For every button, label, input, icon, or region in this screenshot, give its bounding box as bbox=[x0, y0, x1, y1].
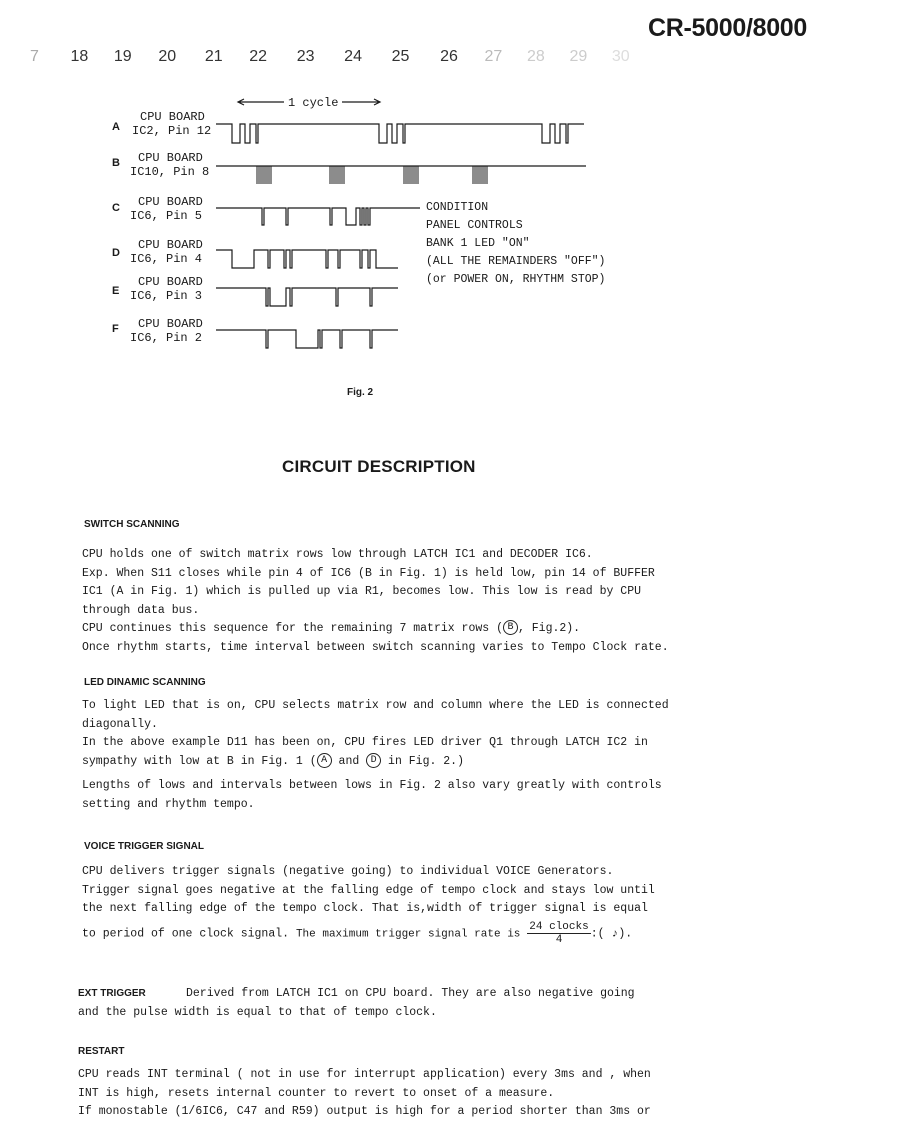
page-number: 7 bbox=[30, 48, 39, 65]
trace-label bbox=[130, 238, 203, 266]
waveform-e bbox=[216, 288, 398, 306]
text-line: Trigger signal goes negative at the falling edge of tempo clock and stays low until bbox=[82, 883, 655, 897]
circled-letter: A bbox=[317, 753, 332, 768]
trace-label bbox=[132, 110, 211, 138]
page-number: 28 bbox=[526, 48, 545, 65]
trace-letter: B bbox=[112, 157, 120, 169]
text-fragment: , Fig.2). bbox=[517, 622, 581, 635]
text-line: Exp. When S11 closes while pin 4 of IC6 (B in Fig. 1) is held low, pin 14 of BUFFER bbox=[82, 566, 655, 580]
trace-label bbox=[130, 151, 209, 179]
text-fragment: :( ♪). bbox=[590, 927, 633, 941]
led-scanning-text-2 bbox=[82, 777, 662, 814]
ext-trigger-text bbox=[78, 984, 635, 1022]
text-line bbox=[82, 753, 669, 772]
led-scanning-text bbox=[82, 697, 669, 771]
trace-letter: A bbox=[112, 121, 120, 133]
trace-label-line2: IC6, Pin 5 bbox=[130, 209, 203, 223]
trace-label-line2: IC6, Pin 3 bbox=[130, 289, 203, 303]
led-scanning-heading: LED DINAMIC SCANNING bbox=[84, 677, 206, 688]
waveform-a bbox=[216, 124, 584, 143]
voice-trigger-text bbox=[82, 863, 655, 946]
restart-heading: RESTART bbox=[78, 1046, 125, 1057]
document-model-title: CR-5000/8000 bbox=[648, 14, 808, 42]
page-number: 18 bbox=[70, 48, 89, 65]
section-title: CIRCUIT DESCRIPTION bbox=[282, 457, 476, 476]
trace-label-line1: CPU BOARD bbox=[140, 110, 205, 124]
trace-letter: E bbox=[112, 285, 120, 297]
trace-label-line1: CPU BOARD bbox=[138, 275, 203, 289]
text-line: and the pulse width is equal to that of tempo clock. bbox=[78, 1005, 437, 1019]
text-line: setting and rhythm tempo. bbox=[82, 797, 255, 811]
text-line: Once rhythm starts, time interval between switch scanning varies to Tempo Clock rate. bbox=[82, 640, 669, 654]
text-fragment: The maximum trigger signal rate is bbox=[295, 928, 521, 941]
trace-label-line2: IC10, Pin 8 bbox=[130, 165, 210, 179]
page-number: 23 bbox=[296, 48, 315, 65]
fraction-numerator: 24 clocks bbox=[529, 920, 589, 933]
text-fragment: in Fig. 2.) bbox=[381, 754, 464, 768]
burst-packet bbox=[360, 208, 368, 225]
trace-letter: C bbox=[112, 202, 120, 214]
page-number: 30 bbox=[611, 48, 630, 65]
page-number: 29 bbox=[569, 48, 588, 65]
text-line: through data bus. bbox=[82, 603, 200, 617]
trace-label-line1: CPU BOARD bbox=[138, 317, 203, 331]
ext-trigger-heading: EXT TRIGGER bbox=[78, 988, 146, 999]
switch-scanning-heading: SWITCH SCANNING bbox=[84, 519, 180, 530]
cycle-label: 1 cycle bbox=[288, 96, 339, 110]
text-line: If monostable (1/6IC6, C47 and R59) output is high for a period shorter than 3ms or bbox=[78, 1105, 651, 1118]
text-line bbox=[78, 984, 635, 1004]
voice-trigger-heading: VOICE TRIGGER SIGNAL bbox=[84, 841, 205, 852]
waveform-d bbox=[216, 250, 398, 268]
condition-note: CONDITION bbox=[426, 201, 489, 214]
waveform-f bbox=[216, 330, 398, 348]
trace-label bbox=[130, 275, 203, 303]
burst-packet bbox=[404, 166, 418, 184]
page-number: 24 bbox=[344, 48, 362, 65]
burst-packet bbox=[257, 166, 271, 184]
trace-letter: F bbox=[112, 323, 119, 335]
trace-label bbox=[130, 317, 203, 345]
text-fragment: to period of one clock signal. bbox=[82, 927, 290, 941]
page-number: 19 bbox=[113, 48, 132, 65]
text-line: IC1 (A in Fig. 1) which is pulled up via R1, becomes low. This low is read by CPU bbox=[82, 585, 641, 598]
circled-letter: B bbox=[503, 620, 518, 635]
figure-caption: Fig. 2 bbox=[347, 387, 374, 398]
text-fragment: Derived from LATCH IC1 on CPU board. They are also negative going bbox=[186, 987, 635, 1000]
cycle-arrow-left bbox=[238, 99, 284, 105]
trace-letter: D bbox=[112, 247, 120, 259]
restart-text bbox=[78, 1066, 651, 1122]
text-line: CPU reads INT terminal ( not in use for interrupt application) every 3ms and , when bbox=[78, 1068, 651, 1081]
waveform-c bbox=[216, 208, 420, 225]
text-line: CPU delivers trigger signals (negative going) to individual VOICE Generators. bbox=[82, 865, 614, 878]
text-line bbox=[82, 921, 655, 946]
trace-label-line1: CPU BOARD bbox=[138, 151, 203, 165]
burst-packet bbox=[473, 166, 487, 184]
text-fragment: CPU continues this sequence for the remaining 7 matrix rows ( bbox=[82, 622, 503, 635]
trace-label-line1: CPU BOARD bbox=[138, 195, 203, 209]
condition-note: (ALL THE REMAINDERS "OFF") bbox=[426, 255, 606, 268]
cycle-arrow-right bbox=[342, 99, 380, 105]
trace-label-line2: IC6, Pin 2 bbox=[130, 331, 203, 345]
condition-note: (or POWER ON, RHYTHM STOP) bbox=[426, 273, 606, 286]
text-line: Lengths of lows and intervals between lows in Fig. 2 also vary greatly with controls bbox=[82, 779, 662, 792]
fraction-denominator: 4 bbox=[555, 933, 563, 946]
condition-note: BANK 1 LED "ON" bbox=[426, 237, 530, 250]
page-number: 22 bbox=[249, 48, 268, 65]
text-line: INT is high, resets internal counter to revert to onset of a measure. bbox=[78, 1086, 555, 1100]
switch-scanning-text bbox=[82, 546, 669, 657]
condition-note: PANEL CONTROLS bbox=[426, 219, 523, 232]
trace-label-line2: IC2, Pin 12 bbox=[132, 124, 212, 138]
text-line bbox=[82, 620, 669, 639]
text-line: the next falling edge of the tempo clock. That is,width of trigger signal is equal bbox=[82, 902, 648, 915]
text-line: diagonally. bbox=[82, 717, 158, 731]
trace-label-line1: CPU BOARD bbox=[138, 238, 203, 252]
text-line: To light LED that is on, CPU selects matrix row and column where the LED is connected bbox=[82, 699, 669, 712]
page-number: 26 bbox=[440, 48, 458, 65]
circled-letter: D bbox=[366, 753, 381, 768]
page-number: 21 bbox=[204, 48, 223, 65]
text-fragment: and bbox=[331, 754, 367, 768]
text-line: CPU holds one of switch matrix rows low through LATCH IC1 and DECODER IC6. bbox=[82, 548, 593, 561]
trace-label-line2: IC6, Pin 4 bbox=[130, 252, 203, 266]
page-number: 25 bbox=[391, 48, 410, 65]
text-fragment: sympathy with low at B in Fig. 1 ( bbox=[82, 754, 317, 768]
trace-label bbox=[130, 195, 203, 223]
burst-packet bbox=[330, 166, 344, 184]
page-number: 20 bbox=[158, 48, 177, 65]
text-line: In the above example D11 has been on, CPU fires LED driver Q1 through LATCH IC2 in bbox=[82, 736, 648, 749]
page-number: 27 bbox=[484, 48, 503, 65]
fraction bbox=[527, 921, 590, 946]
